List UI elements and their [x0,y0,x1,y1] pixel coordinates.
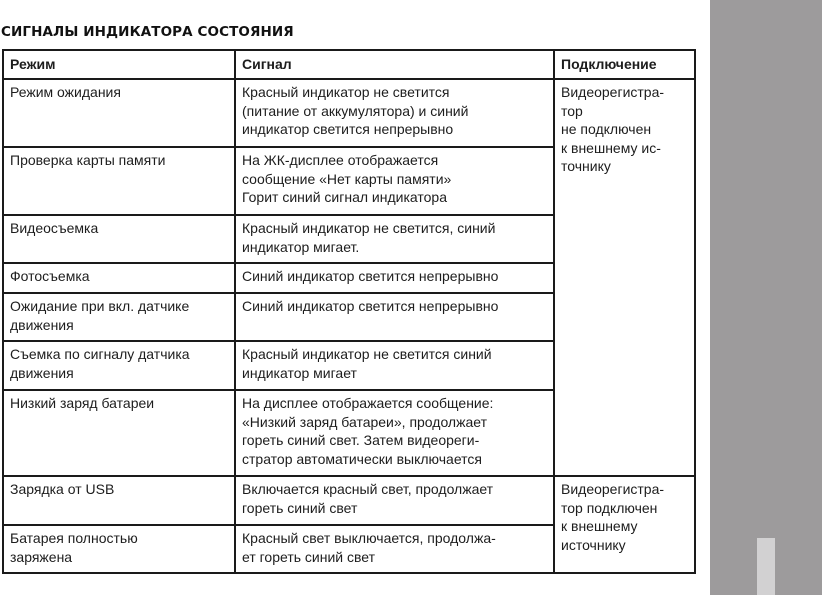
page-margin-panel [710,0,822,595]
signal-text: Синий индикатор светится непрерывно [242,298,499,314]
connection-text: Видеорегистра- [561,481,665,497]
signal-text: Горит синий сигнал индикатора [242,189,447,205]
mode-cell [3,263,235,293]
mode-text: заряжена [10,548,73,565]
connection-text: точнику [561,158,611,174]
mode-text: движения [10,316,74,333]
mode-text: Проверка карты памяти [10,152,166,168]
signal-cell [235,147,554,215]
mode-cell [3,147,235,215]
signal-text: индикатор мигает. [242,238,360,255]
table-row [3,476,695,525]
signal-cell [235,215,554,263]
mode-cell [3,476,235,525]
connection-text: источнику [561,536,626,553]
signal-text: (питание от аккумулятора) и синий [242,102,469,119]
connection-text: не подключен [561,121,652,137]
mode-text: Режим ожидания [10,84,121,100]
connection-cell-connected [554,476,695,573]
signal-text: гореть синий свет. Затем видеореги- [242,432,480,448]
table-header-row [3,50,695,79]
signal-text: На ЖК-дисплее отображается [242,152,439,168]
status-indicator-table [2,49,696,574]
mode-text: Низкий заряд батареи [10,395,155,411]
mode-text: Ожидание при вкл. датчике [10,298,190,314]
signal-text: Красный индикатор не светится синий [242,346,492,362]
signal-cell [235,390,554,476]
signal-text: На дисплее отображается сообщение: [242,395,494,411]
mode-text: Зарядка от USB [10,481,115,497]
mode-text: движения [10,364,74,381]
signal-cell [235,525,554,573]
connection-cell-not-connected [554,79,695,476]
signal-text: Красный свет выключается, продолжа- [242,530,496,546]
connection-text: к внешнему [561,518,638,534]
signal-text: стратор автоматически выключается [242,450,482,467]
mode-cell [3,341,235,390]
mode-cell [3,293,235,341]
header-signal: Сигнал [235,50,554,79]
signal-cell [235,341,554,390]
mode-text: Видеосъемка [10,220,99,236]
signal-text: «Низкий заряд батареи», продолжает [242,413,487,430]
signal-cell [235,476,554,525]
signal-text: ет гореть синий свет [242,548,376,565]
signal-cell [235,293,554,341]
mode-text: Батарея полностью [10,530,138,546]
signal-text: Включается красный свет, продолжает [242,481,494,497]
connection-text: тор [561,102,583,119]
mode-text: Съемка по сигналу датчика [10,346,190,362]
signal-text: Красный индикатор не светится, синий [242,220,496,236]
connection-text: к внешнему ис- [561,139,661,156]
signal-text: Синий индикатор светится непрерывно [242,268,499,284]
connection-text: Видеорегистра- [561,84,665,100]
mode-cell [3,215,235,263]
table-row [3,79,695,147]
mode-cell [3,79,235,147]
mode-text: Фотосъемка [10,268,90,284]
signal-text: гореть синий свет [242,499,358,516]
mode-cell [3,525,235,573]
signal-text: индикатор светится непрерывно [242,121,454,137]
header-mode: Режим [3,50,235,79]
page-edge-tab-marker [757,538,775,595]
connection-text: тор подключен [561,499,658,516]
signal-text: индикатор мигает [242,364,357,381]
section-heading: СИГНАЛЫ ИНДИКАТОРА СОСТОЯНИЯ [1,24,294,40]
signal-text: сообщение «Нет карты памяти» [242,170,452,187]
signal-cell [235,79,554,147]
header-connection: Подключение [554,50,695,79]
signal-cell [235,263,554,293]
signal-text: Красный индикатор не светится [242,84,450,100]
mode-cell [3,390,235,476]
